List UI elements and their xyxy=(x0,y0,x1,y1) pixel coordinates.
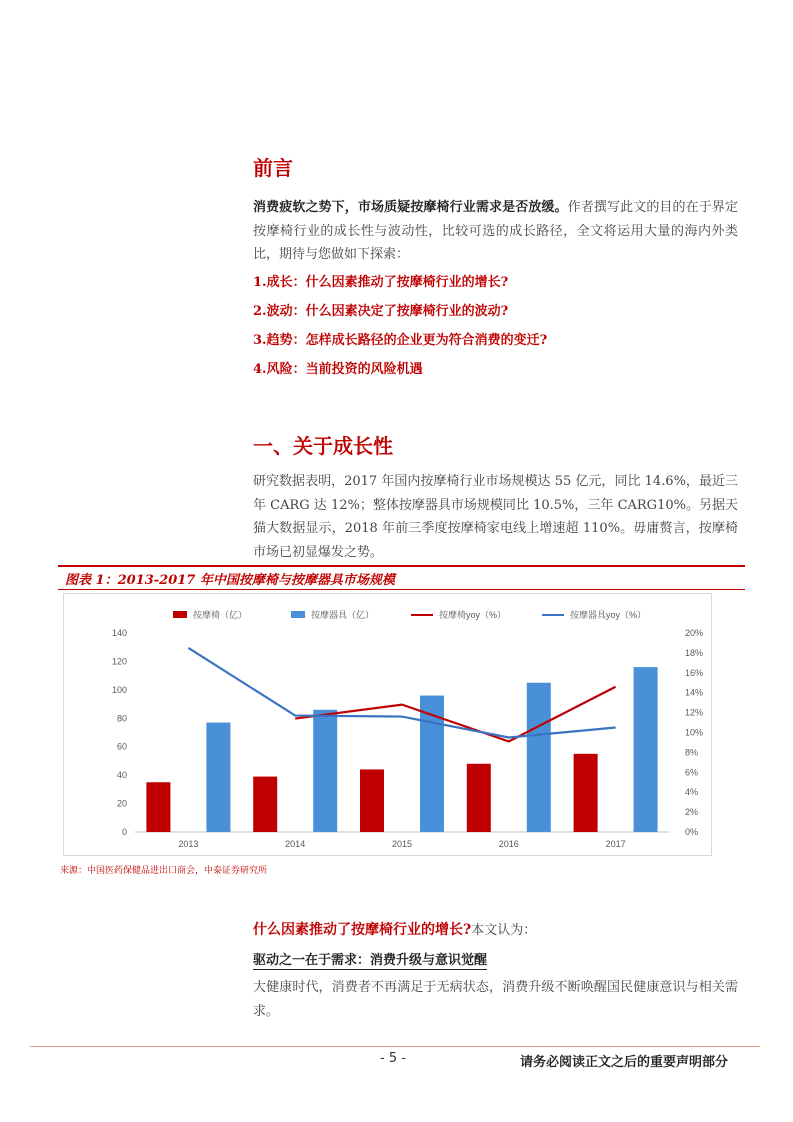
section1-paragraph: 研究数据表明，2017 年国内按摩椅行业市场规模达 55 亿元，同比 14.6%，最近三年 CARG 达 12%；整体按摩器具市场规模同比 10.5%，三年 CARG10%。另据天猫大数据显示，2018 年前三季度按摩椅家电线上增速超 110%。毋庸赘言，按摩椅市场已初显爆发之势。 xyxy=(253,474,738,560)
bar-chair xyxy=(253,777,277,832)
left-axis-tick: 40 xyxy=(116,770,127,781)
question-risk: 4.风险：当前投资的风险机遇 xyxy=(253,362,423,377)
right-axis-tick: 8% xyxy=(685,747,699,758)
right-axis-tick: 2% xyxy=(685,807,699,818)
bar-chair xyxy=(467,764,491,832)
footer-disclaimer: 请务必阅读正文之后的重要声明部分 xyxy=(520,1055,729,1070)
left-axis-tick: 0 xyxy=(121,827,127,837)
x-axis-tick: 2014 xyxy=(285,839,306,849)
foreword-lead: 消费疲软之势下，市场质疑按摩椅行业需求是否放缓。 xyxy=(253,200,568,215)
bar-chair xyxy=(574,754,598,832)
bar-chair xyxy=(146,782,170,832)
legend-label: 按摩椅yoy（%） xyxy=(439,610,507,620)
figure-title: 图表 1：2013-2017 年中国按摩椅与按摩器具市场规模 xyxy=(65,573,395,588)
legend-label: 按摩椅（亿） xyxy=(193,610,248,620)
question-volatility: 2.波动：什么因素决定了按摩椅行业的波动? xyxy=(253,304,509,319)
legend-swatch xyxy=(291,611,305,618)
right-axis-tick: 12% xyxy=(685,707,704,718)
left-axis-tick: 20 xyxy=(116,798,127,809)
section1-title: 一、关于成长性 xyxy=(253,434,393,458)
growth-paragraph: 大健康时代，消费者不再满足于无病状态，消费升级不断唤醒国民健康意识与相关需求。 xyxy=(253,980,738,1019)
right-axis-tick: 0% xyxy=(685,827,699,837)
x-axis-tick: 2013 xyxy=(178,839,199,849)
growth-question-tail: 本文认为： xyxy=(471,923,537,938)
bar-device xyxy=(206,723,230,832)
x-axis-tick: 2015 xyxy=(391,839,413,849)
bar-device xyxy=(634,667,658,832)
right-axis-tick: 4% xyxy=(685,787,699,798)
driver-heading: 驱动之一在于需求：消费升级与意识觉醒 xyxy=(253,949,487,970)
legend-label: 按摩器具yoy（%） xyxy=(570,610,647,620)
foreword-paragraph xyxy=(253,196,738,267)
legend-label: 按摩器具（亿） xyxy=(311,610,375,620)
left-axis-tick: 100 xyxy=(111,684,127,695)
figure-top-rule xyxy=(58,565,745,567)
figure-title-rule xyxy=(58,589,745,590)
question-trend: 3.趋势：怎样成长路径的企业更为符合消费的变迁? xyxy=(253,333,548,348)
bar-chair xyxy=(360,769,384,832)
growth-question-text: 什么因素推动了按摩椅行业的增长? xyxy=(253,922,472,938)
left-axis-tick: 60 xyxy=(116,741,127,752)
bar-device xyxy=(527,683,551,832)
left-axis-tick: 80 xyxy=(116,713,127,724)
right-axis-tick: 16% xyxy=(685,667,704,678)
footer-rule xyxy=(30,1046,760,1047)
left-axis-tick: 140 xyxy=(111,628,127,638)
foreword-intro: 作者撰写此文的目的在于界定按摩椅行业的成长性与波动性，比较可选的成长路径，全文将运用大量的海内外类比，期待与您做如下探索： xyxy=(253,200,738,262)
page-number: - 5 - xyxy=(380,1051,406,1066)
left-axis-tick: 120 xyxy=(111,656,127,667)
right-axis-tick: 6% xyxy=(685,767,699,778)
legend-swatch xyxy=(173,611,187,618)
right-axis-tick: 14% xyxy=(685,687,704,698)
x-axis-tick: 2016 xyxy=(498,839,519,849)
right-axis-tick: 18% xyxy=(685,647,704,658)
market-size-chart xyxy=(63,593,719,857)
right-axis-tick: 20% xyxy=(685,628,704,638)
growth-question xyxy=(253,919,536,939)
foreword-title: 前言 xyxy=(253,156,293,180)
figure-source: 来源：中国医药保健品进出口商会，中泰证券研究所 xyxy=(60,866,268,876)
bar-device xyxy=(313,710,337,832)
question-growth: 1.成长：什么因素推动了按摩椅行业的增长? xyxy=(253,275,509,290)
x-axis-tick: 2017 xyxy=(605,839,626,849)
right-axis-tick: 10% xyxy=(685,727,704,738)
